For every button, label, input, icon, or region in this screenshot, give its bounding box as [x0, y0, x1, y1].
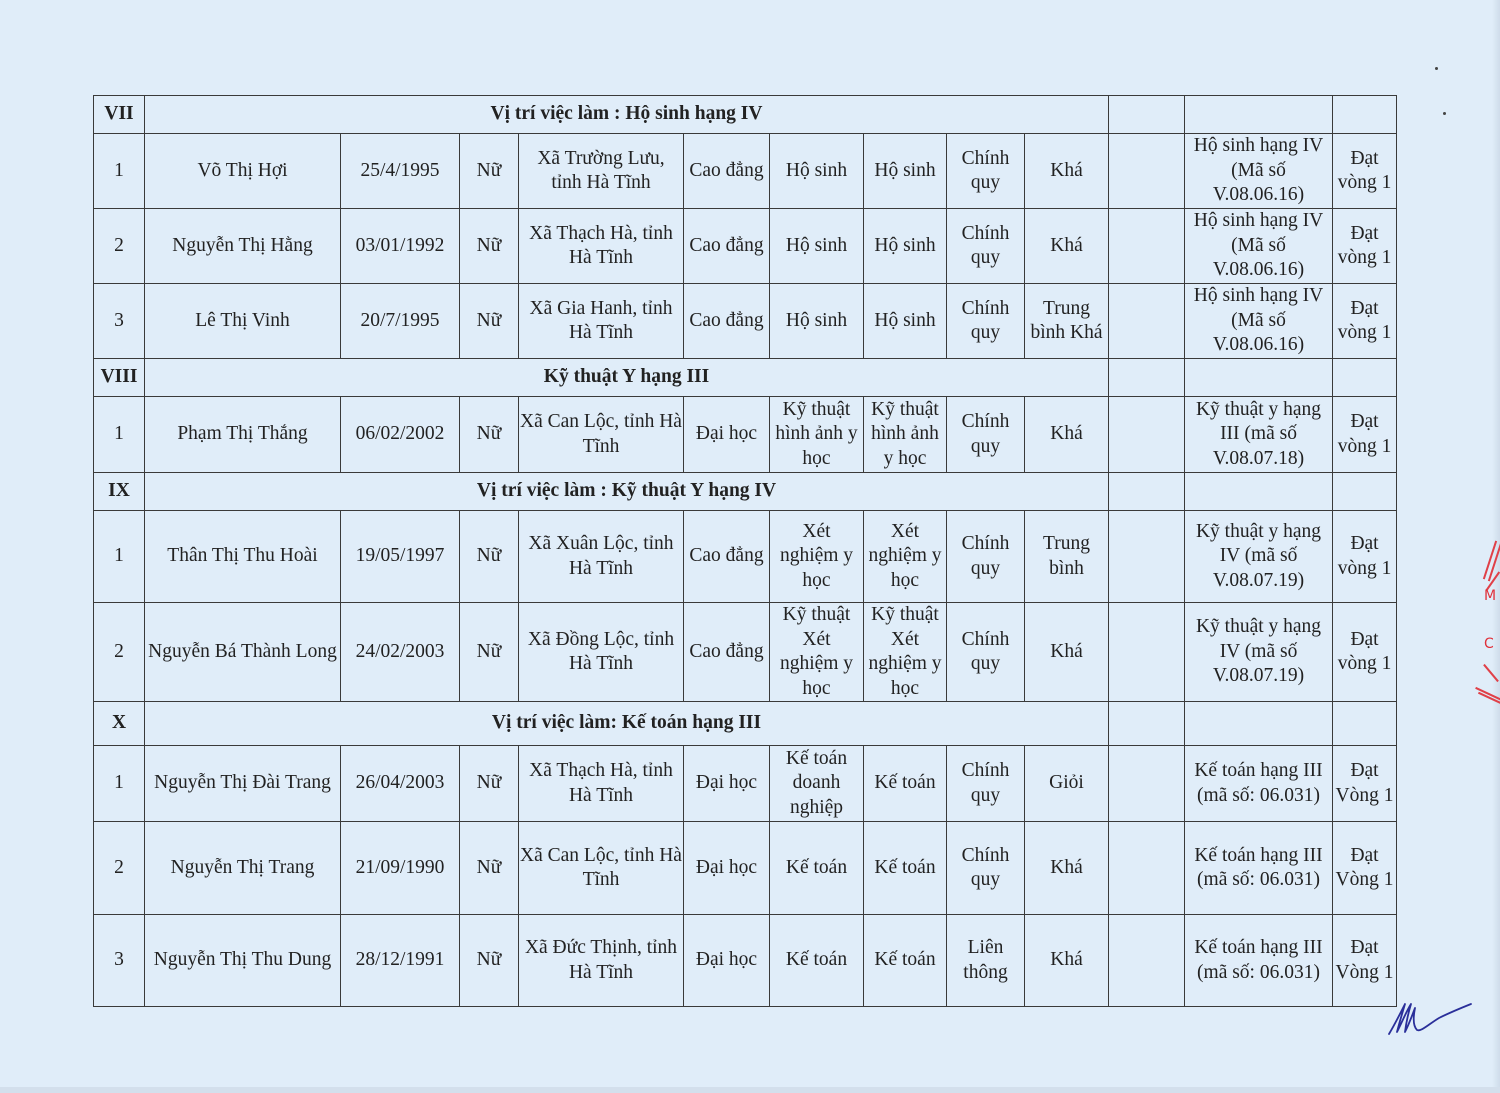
gender: Nữ	[460, 397, 519, 473]
empty-cell	[1185, 702, 1333, 746]
section-header-row	[94, 702, 1397, 746]
round-result: Đạt vòng 1	[1333, 397, 1397, 473]
specialty: Hộ sinh	[864, 284, 947, 359]
hometown: Xã Đồng Lộc, tỉnh Hà Tĩnh	[519, 603, 684, 702]
training-mode: Chính quy	[947, 822, 1025, 915]
section-title: Kỹ thuật Y hạng III	[145, 359, 1109, 397]
row-number: 1	[94, 746, 145, 822]
training-mode: Chính quy	[947, 209, 1025, 284]
row-number: 2	[94, 209, 145, 284]
specialty: Kỹ thuật Xét nghiệm y học	[864, 603, 947, 702]
education-level: Cao đẳng	[684, 511, 770, 603]
note	[1109, 915, 1185, 1007]
hometown: Xã Xuân Lộc, tỉnh Hà Tĩnh	[519, 511, 684, 603]
candidate-name: Nguyễn Thị Hằng	[145, 209, 341, 284]
row-number: 1	[94, 511, 145, 603]
row-number: 3	[94, 284, 145, 359]
candidate-name: Nguyễn Thị Trang	[145, 822, 341, 915]
scan-speck	[1435, 67, 1438, 70]
education-level: Cao đẳng	[684, 209, 770, 284]
note	[1109, 397, 1185, 473]
gender: Nữ	[460, 209, 519, 284]
education-level: Đại học	[684, 822, 770, 915]
note	[1109, 746, 1185, 822]
major: Kỹ thuật hình ảnh y học	[770, 397, 864, 473]
date-of-birth: 25/4/1995	[341, 134, 460, 209]
training-mode: Liên thông	[947, 915, 1025, 1007]
gender: Nữ	[460, 746, 519, 822]
row-number: 2	[94, 603, 145, 702]
empty-cell	[1109, 359, 1185, 397]
gender: Nữ	[460, 511, 519, 603]
applied-position: Kế toán hạng III (mã số: 06.031)	[1185, 915, 1333, 1007]
date-of-birth: 28/12/1991	[341, 915, 460, 1007]
table-row	[94, 397, 1397, 473]
date-of-birth: 26/04/2003	[341, 746, 460, 822]
section-title: Vị trí việc làm : Hộ sinh hạng IV	[145, 96, 1109, 134]
graduation-rank: Trung bình	[1025, 511, 1109, 603]
hometown: Xã Trường Lưu, tỉnh Hà Tĩnh	[519, 134, 684, 209]
hometown: Xã Đức Thịnh, tỉnh Hà Tĩnh	[519, 915, 684, 1007]
empty-cell	[1333, 702, 1397, 746]
education-level: Cao đẳng	[684, 134, 770, 209]
education-level: Đại học	[684, 397, 770, 473]
gender: Nữ	[460, 822, 519, 915]
empty-cell	[1333, 96, 1397, 134]
major: Hộ sinh	[770, 284, 864, 359]
round-result: Đạt Vòng 1	[1333, 746, 1397, 822]
specialty: Kế toán	[864, 746, 947, 822]
training-mode: Chính quy	[947, 134, 1025, 209]
empty-cell	[1185, 473, 1333, 511]
section-number: VIII	[94, 359, 145, 397]
gender: Nữ	[460, 915, 519, 1007]
candidate-name: Nguyễn Thị Đài Trang	[145, 746, 341, 822]
round-result: Đạt Vòng 1	[1333, 915, 1397, 1007]
graduation-rank: Khá	[1025, 209, 1109, 284]
empty-cell	[1185, 96, 1333, 134]
graduation-rank: Khá	[1025, 915, 1109, 1007]
round-result: Đạt vòng 1	[1333, 511, 1397, 603]
section-header-row	[94, 96, 1397, 134]
specialty: Kỹ thuật hình ảnh y học	[864, 397, 947, 473]
date-of-birth: 06/02/2002	[341, 397, 460, 473]
round-result: Đạt Vòng 1	[1333, 822, 1397, 915]
round-result: Đạt vòng 1	[1333, 603, 1397, 702]
graduation-rank: Khá	[1025, 822, 1109, 915]
empty-cell	[1109, 473, 1185, 511]
applied-position: Hộ sinh hạng IV (Mã số V.08.06.16)	[1185, 134, 1333, 209]
row-number: 2	[94, 822, 145, 915]
empty-cell	[1333, 359, 1397, 397]
table-row	[94, 746, 1397, 822]
note	[1109, 511, 1185, 603]
hometown: Xã Can Lộc, tỉnh Hà Tĩnh	[519, 822, 684, 915]
training-mode: Chính quy	[947, 284, 1025, 359]
major: Kế toán	[770, 822, 864, 915]
empty-cell	[1333, 473, 1397, 511]
candidate-results-table	[93, 95, 1397, 1007]
empty-cell	[1109, 96, 1185, 134]
date-of-birth: 03/01/1992	[341, 209, 460, 284]
section-number: X	[94, 702, 145, 746]
row-number: 1	[94, 134, 145, 209]
date-of-birth: 19/05/1997	[341, 511, 460, 603]
candidate-name: Võ Thị Hợi	[145, 134, 341, 209]
major: Kế toán	[770, 915, 864, 1007]
candidate-name: Nguyễn Thị Thu Dung	[145, 915, 341, 1007]
training-mode: Chính quy	[947, 746, 1025, 822]
page-bottom-edge	[0, 1087, 1500, 1093]
empty-cell	[1185, 359, 1333, 397]
graduation-rank: Khá	[1025, 134, 1109, 209]
seal-letter-c: C	[1484, 636, 1494, 652]
section-number: VII	[94, 96, 145, 134]
applied-position: Kỹ thuật y hạng IV (mã số V.08.07.19)	[1185, 511, 1333, 603]
table-row	[94, 603, 1397, 702]
hometown: Xã Gia Hanh, tỉnh Hà Tĩnh	[519, 284, 684, 359]
hometown: Xã Can Lộc, tỉnh Hà Tĩnh	[519, 397, 684, 473]
note	[1109, 209, 1185, 284]
major: Hộ sinh	[770, 209, 864, 284]
empty-cell	[1109, 702, 1185, 746]
seal-letter-m: M	[1484, 588, 1497, 604]
education-level: Cao đẳng	[684, 284, 770, 359]
specialty: Hộ sinh	[864, 209, 947, 284]
table-row	[94, 209, 1397, 284]
major: Kế toán doanh nghiệp	[770, 746, 864, 822]
specialty: Kế toán	[864, 915, 947, 1007]
note	[1109, 822, 1185, 915]
table-row	[94, 511, 1397, 603]
applied-position: Kỹ thuật y hạng III (mã số V.08.07.18)	[1185, 397, 1333, 473]
section-title: Vị trí việc làm: Kế toán hạng III	[145, 702, 1109, 746]
major: Hộ sinh	[770, 134, 864, 209]
applied-position: Hộ sinh hạng IV (Mã số V.08.06.16)	[1185, 284, 1333, 359]
signature-icon	[1385, 998, 1475, 1042]
table-row	[94, 915, 1397, 1007]
gender: Nữ	[460, 134, 519, 209]
education-level: Đại học	[684, 915, 770, 1007]
training-mode: Chính quy	[947, 603, 1025, 702]
note	[1109, 134, 1185, 209]
applied-position: Kế toán hạng III (mã số: 06.031)	[1185, 822, 1333, 915]
candidate-name: Phạm Thị Thắng	[145, 397, 341, 473]
candidate-name: Lê Thị Vinh	[145, 284, 341, 359]
note	[1109, 284, 1185, 359]
training-mode: Chính quy	[947, 511, 1025, 603]
education-level: Cao đẳng	[684, 603, 770, 702]
specialty: Kế toán	[864, 822, 947, 915]
gender: Nữ	[460, 284, 519, 359]
major: Xét nghiệm y học	[770, 511, 864, 603]
gender: Nữ	[460, 603, 519, 702]
education-level: Đại học	[684, 746, 770, 822]
section-number: IX	[94, 473, 145, 511]
section-header-row	[94, 359, 1397, 397]
note	[1109, 603, 1185, 702]
date-of-birth: 24/02/2003	[341, 603, 460, 702]
section-header-row	[94, 473, 1397, 511]
graduation-rank: Giỏi	[1025, 746, 1109, 822]
date-of-birth: 21/09/1990	[341, 822, 460, 915]
round-result: Đạt vòng 1	[1333, 134, 1397, 209]
specialty: Xét nghiệm y học	[864, 511, 947, 603]
table-row	[94, 134, 1397, 209]
graduation-rank: Khá	[1025, 603, 1109, 702]
date-of-birth: 20/7/1995	[341, 284, 460, 359]
round-result: Đạt vòng 1	[1333, 209, 1397, 284]
graduation-rank: Khá	[1025, 397, 1109, 473]
row-number: 3	[94, 915, 145, 1007]
scan-speck	[1443, 112, 1446, 115]
round-result: Đạt vòng 1	[1333, 284, 1397, 359]
hometown: Xã Thạch Hà, tỉnh Hà Tĩnh	[519, 209, 684, 284]
table-row	[94, 284, 1397, 359]
hometown: Xã Thạch Hà, tỉnh Hà Tĩnh	[519, 746, 684, 822]
candidate-name: Nguyễn Bá Thành Long	[145, 603, 341, 702]
section-title: Vị trí việc làm : Kỹ thuật Y hạng IV	[145, 473, 1109, 511]
row-number: 1	[94, 397, 145, 473]
applied-position: Hộ sinh hạng IV (Mã số V.08.06.16)	[1185, 209, 1333, 284]
applied-position: Kỹ thuật y hạng IV (mã số V.08.07.19)	[1185, 603, 1333, 702]
table-row	[94, 822, 1397, 915]
graduation-rank: Trung bình Khá	[1025, 284, 1109, 359]
candidate-name: Thân Thị Thu Hoài	[145, 511, 341, 603]
major: Kỹ thuật Xét nghiệm y học	[770, 603, 864, 702]
training-mode: Chính quy	[947, 397, 1025, 473]
applied-position: Kế toán hạng III (mã số: 06.031)	[1185, 746, 1333, 822]
specialty: Hộ sinh	[864, 134, 947, 209]
